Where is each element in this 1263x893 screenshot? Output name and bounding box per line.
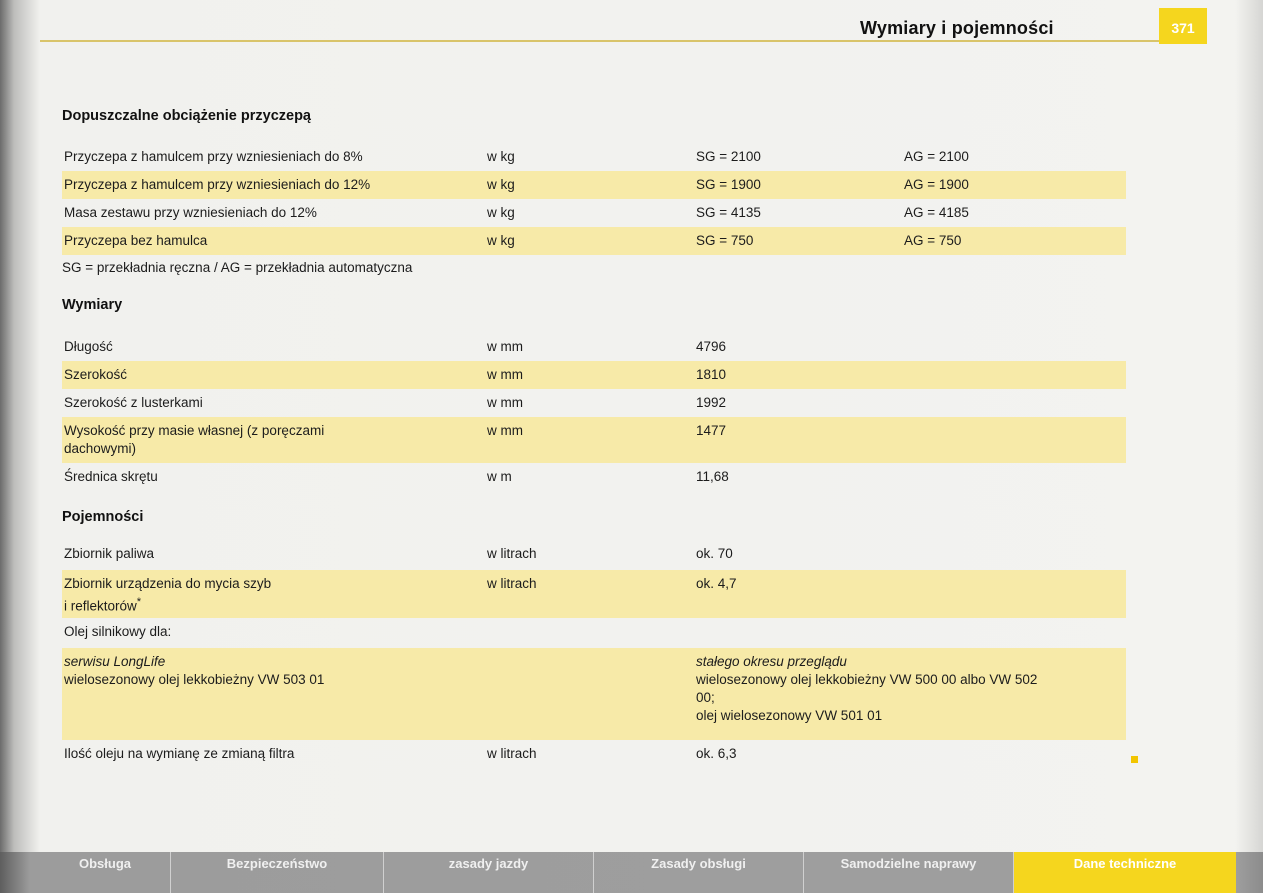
table-row: [62, 570, 1126, 618]
table-row: [62, 199, 1126, 227]
row-label-line: Zbiornik urządzenia do mycia szyb: [64, 576, 272, 591]
table-row: [62, 540, 1126, 570]
footnote-mark: *: [136, 596, 142, 608]
row-label: Przyczepa z hamulcem przy wzniesieniach do 12%: [64, 177, 371, 192]
row-value-ag: AG = 2100: [904, 149, 969, 164]
row-unit: w kg: [487, 149, 515, 164]
page-title: Wymiary i pojemności: [860, 18, 1054, 38]
oil-spec-text: 00;: [696, 690, 715, 705]
row-label: Szerokość z lusterkami: [64, 395, 203, 410]
row-label: [64, 422, 464, 458]
end-of-section-marker: [1131, 756, 1138, 763]
row-unit: w mm: [487, 423, 523, 438]
row-value-ag: AG = 1900: [904, 177, 969, 192]
row-unit: w kg: [487, 205, 515, 220]
row-value: 1992: [696, 395, 727, 410]
row-unit: w litrach: [487, 746, 537, 761]
table-row: [62, 463, 1126, 493]
section-title-dimensions: Wymiary: [62, 297, 123, 313]
tab-bezpieczenstwo[interactable]: Bezpieczeństwo: [171, 852, 384, 893]
row-label: Szerokość: [64, 367, 128, 382]
table-row: [62, 417, 1126, 463]
row-unit: w mm: [487, 367, 523, 382]
row-label-line: Wysokość przy masie własnej (z poręczami: [64, 423, 325, 438]
gearbox-legend-note: SG = przekładnia ręczna / AG = przekładnia automatyczna: [62, 260, 413, 275]
oil-spec-title: serwisu LongLife: [64, 654, 166, 669]
row-unit: w litrach: [487, 576, 537, 591]
oil-spec-text: wielosezonowy olej lekkobieżny VW 500 00 albo VW 502: [696, 672, 1038, 687]
row-label: Olej silnikowy dla:: [64, 624, 172, 639]
row-value: ok. 4,7: [696, 576, 737, 591]
oil-spec-fixed-interval: [696, 653, 1126, 725]
table-row: [62, 361, 1126, 389]
row-label: Ilość oleju na wymianę ze zmianą filtra: [64, 746, 295, 761]
table-row: [62, 389, 1126, 417]
row-value-ag: AG = 4185: [904, 205, 969, 220]
tab-samodzielne-naprawy[interactable]: Samodzielne naprawy: [804, 852, 1014, 893]
row-unit: w mm: [487, 395, 523, 410]
row-value-sg: SG = 2100: [696, 149, 761, 164]
row-label: [64, 575, 464, 616]
table-row: [62, 143, 1126, 171]
table-row: [62, 648, 1126, 740]
row-value-ag: AG = 750: [904, 233, 962, 248]
tab-zasady-jazdy[interactable]: zasady jazdy: [384, 852, 594, 893]
tab-obsluga[interactable]: Obsługa: [40, 852, 171, 893]
row-unit: w mm: [487, 339, 523, 354]
row-value: 11,68: [696, 469, 729, 484]
section-title-capacities: Pojemności: [62, 509, 144, 525]
section-title-towing: Dopuszczalne obciążenie przyczepą: [62, 108, 311, 124]
row-label-line: dachowymi): [64, 441, 137, 456]
row-value: 1810: [696, 367, 727, 382]
row-label: Masa zestawu przy wzniesieniach do 12%: [64, 205, 317, 220]
page-number-badge: 371: [1159, 8, 1207, 44]
row-label: Przyczepa bez hamulca: [64, 233, 208, 248]
header-divider: [40, 40, 1160, 42]
row-unit: w kg: [487, 177, 515, 192]
row-value: ok. 6,3: [696, 746, 737, 761]
tab-zasady-obslugi[interactable]: Zasady obsługi: [594, 852, 804, 893]
row-label: Średnica skrętu: [64, 469, 158, 484]
row-label-line: i reflektorów: [64, 598, 137, 614]
row-label: Przyczepa z hamulcem przy wzniesieniach do 8%: [64, 149, 363, 164]
row-value: 1477: [696, 423, 727, 438]
row-label: Długość: [64, 339, 113, 354]
row-value: 4796: [696, 339, 727, 354]
table-row: [62, 740, 1126, 770]
row-value-sg: SG = 1900: [696, 177, 761, 192]
table-row: [62, 171, 1126, 199]
oil-spec-text: wielosezonowy olej lekkobieżny VW 503 01: [64, 672, 325, 687]
tab-dane-techniczne[interactable]: Dane techniczne: [1014, 852, 1236, 893]
table-row: [62, 618, 1126, 648]
oil-spec-longlife: [64, 653, 464, 689]
row-unit: w m: [487, 469, 512, 484]
table-row: [62, 227, 1126, 255]
row-unit: w litrach: [487, 546, 537, 561]
row-value-sg: SG = 4135: [696, 205, 761, 220]
row-label: Zbiornik paliwa: [64, 546, 155, 561]
row-value-sg: SG = 750: [696, 233, 754, 248]
oil-spec-title: stałego okresu przeglądu: [696, 654, 847, 669]
row-unit: w kg: [487, 233, 515, 248]
oil-spec-text: olej wielosezonowy VW 501 01: [696, 708, 883, 723]
table-row: [62, 333, 1126, 361]
row-value: ok. 70: [696, 546, 733, 561]
